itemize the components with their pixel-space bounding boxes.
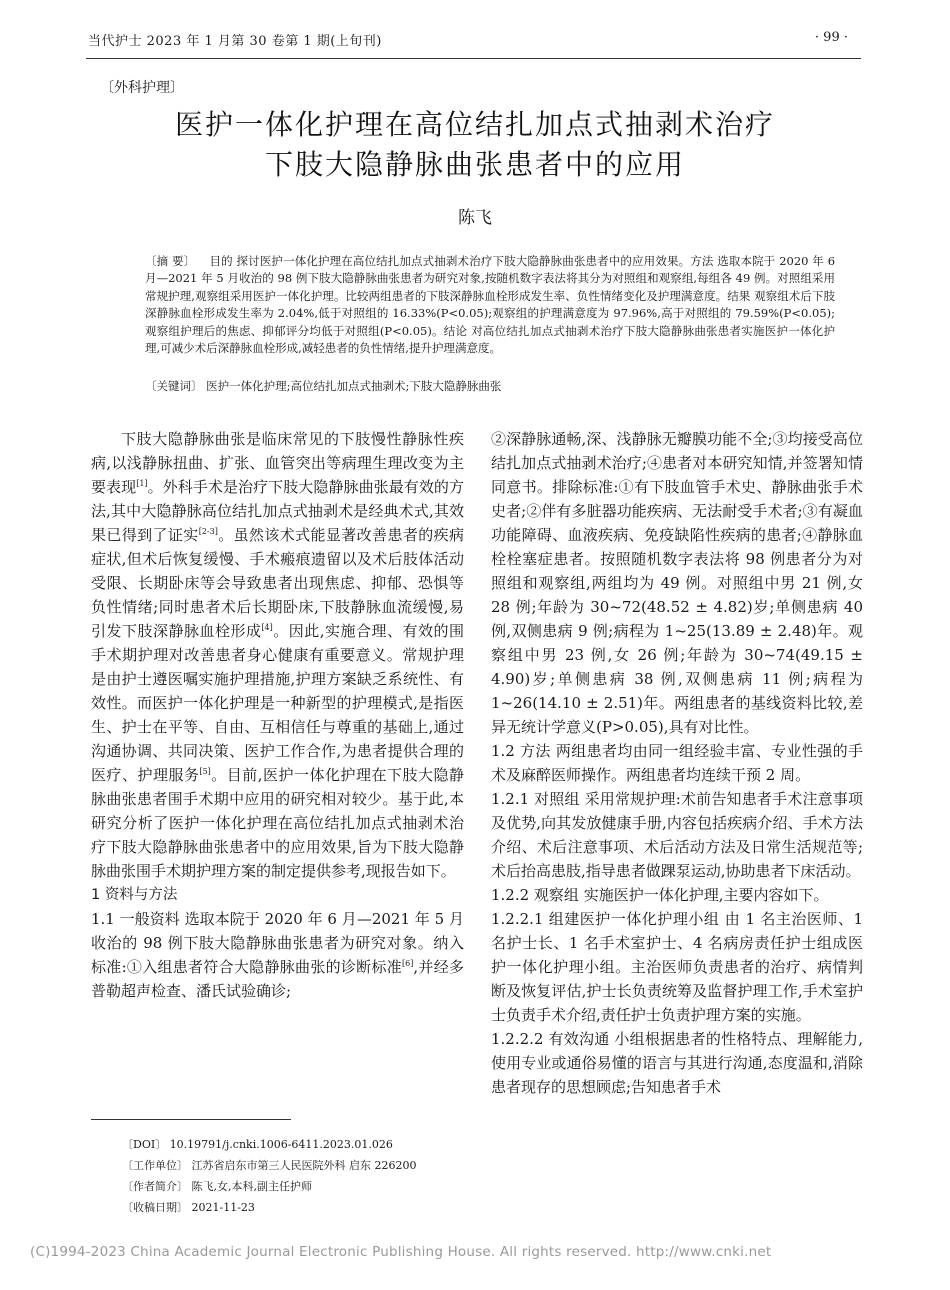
methods-paragraph: 1.2 方法 两组患者均由同一组经验丰富、专业性强的手术及麻醉医师操作。两组患者均连续干预 2 周。: [491, 742, 863, 784]
header-divider: [86, 58, 861, 59]
intro-text: 。目前,医护一体化护理在下肢大隐静脉曲张患者围手术期中应用的研究相对较少。基于此,本研究分析了医护一体化护理在高位结扎加点式抽剥术治疗下肢大隐静脉曲张患者中的应用效果,旨为下肢大隐静脉曲张围手术期护理方案的制定提供参考,现报告如下。: [91, 766, 464, 880]
section-heading: 1 资料与方法: [91, 887, 178, 903]
intro-paragraph: [91, 427, 464, 883]
footnote-doi: 〔DOI〕 10.19791/j.cnki.1006-6411.2023.01.026: [122, 1138, 393, 1151]
keywords: 〔关键词〕 医护一体化护理;高位结扎加点式抽剥术;下肢大隐静脉曲张: [145, 379, 502, 393]
footnote-divider: [91, 1119, 291, 1120]
citation: [1]: [136, 479, 148, 488]
footnote-text: 陈飞,女,本科,副主任护师: [191, 1180, 312, 1193]
right-column: [491, 427, 863, 1099]
citation: [6]: [402, 959, 414, 968]
footnote-label: 工作单位: [133, 1159, 177, 1172]
observation-group-paragraph: 1.2.2 观察组 实施医护一体化护理,主要内容如下。: [491, 886, 829, 904]
section-tag: 〔外科护理〕: [100, 80, 184, 96]
abstract-label: 摘 要: [156, 254, 184, 268]
copyright-watermark: (C)1994-2023 China Academic Journal Electronic Publishing House. All rights reserved. http://www.cnki.net: [30, 1244, 772, 1260]
intro-text: 下肢大隐静脉曲张是临床常见的下肢慢性静脉性疾病,以浅静脉扭曲、扩张、血管突出等病理生理改变为主要表现: [91, 430, 464, 496]
left-column: [91, 427, 464, 1003]
footnote-text: 江苏省启东市第三人民医院外科 启东 226200: [191, 1159, 417, 1172]
page-number: · 99 ·: [814, 30, 848, 45]
footnote-text: 2021-11-23: [191, 1201, 255, 1214]
abstract: 〔摘 要〕 目的 探讨医护一体化护理在高位结扎加点式抽剥术治疗下肢大隐静脉曲张患者中的应用效果。方法 选取本院于 2020 年 6 月—2021 年 5 月收治的 98 例下肢大隐静脉曲张患者为研究对象,按随机数字表法将其分为对照组和观察组,每组各 49 例。对照组采用常规护理,观察组采用医护一体化护理。比较两组患者的下肢深静脉血栓形成发生率、负性情绪变化及护理满意度。结果 观察组术后下肢深静脉血栓形成发生率为 2.04%,低于对照组的 16.33%(P<0.05);观察组的护理满意度为 97.96%,高于对照组的 79.59%(P<0.05);观察组护理后的焦虑、抑郁评分均低于对照组(P<0.05)。结论 对高位结扎加点式抽剥术治疗下肢大隐静脉曲张患者实施医护一体化护理,可减少术后深静脉血栓形成,减轻患者的负性情绪,提升护理满意度。: [145, 254, 836, 356]
criteria-paragraph: ②深静脉通畅,深、浅静脉无瓣膜功能不全;③均接受高位结扎加点式抽剥术治疗;④患者对本研究知情,并签署知情同意书。排除标准:①有下肢血管手术史、静脉曲张手术史者;②伴有多脏器功能疾病、无法耐受手术者;③有凝血功能障碍、血液疾病、免疫缺陷性疾病的患者;④静脉血栓栓塞症患者。按照随机数字表法将 98 例患者分为对照组和观察组,两组均为 49 例。对照组中男 21 例,女 28 例;年龄为 30~72(48.52 ± 4.82)岁;单侧患病 40 例,双侧患病 9 例;病程为 1~25(13.89 ± 2.48)年。观察组中男 23 例,女 26 例;年龄为 30~74(49.15 ± 4.90)岁;单侧患病 38 例,双侧患病 11 例;病程为 1~26(14.10 ± 2.51)年。两组患者的基线资料比较,差异无统计学意义(P>0.05),具有对比性。: [491, 430, 863, 736]
footnote-affiliation: 〔工作单位〕 江苏省启东市第三人民医院外科 启东 226200: [122, 1159, 417, 1172]
citation: [2-3]: [198, 527, 218, 536]
intro-text: 。外科手术是治疗下肢大隐静脉曲张最有效的方法,其中大隐静脉高位结扎加点式抽剥术是经典术式,其效果已得到了证实: [91, 478, 464, 544]
citation: [5]: [199, 767, 211, 776]
footnote-author-bio: 〔作者简介〕 陈飞,女,本科,副主任护师: [122, 1180, 312, 1193]
citation: [4]: [261, 623, 273, 632]
footnote-label: DOI: [133, 1138, 156, 1151]
title-line-1: 医护一体化护理在高位结扎加点式抽剥术治疗: [174, 108, 775, 141]
intro-text: 。因此,实施合理、有效的围手术期护理对改善患者身心健康有重要意义。常规护理是由护士遵医嘱实施护理措施,护理方案缺乏系统性、有效性。而医护一体化护理是一种新型的护理模式,是指医生、护士在平等、自由、互相信任与尊重的基础上,通过沟通协调、共同决策、医护工作合作,为患者提供合理的医疗、护理服务: [91, 622, 464, 784]
title-line-2: 下肢大隐静脉曲张患者中的应用: [264, 148, 685, 181]
team-paragraph: 1.2.2.1 组建医护一体化护理小组 由 1 名主治医师、1 名护士长、1 名手术室护士、4 名病房责任护士组成医护一体化护理小组。主治医师负责患者的治疗、病情判断及恢复评估,护士长负责统筹及监督护理工作,手术室护士负责手术介绍,责任护士负责护理方案的实施。: [491, 910, 863, 1024]
body-text: ,并经多普勒超声检查、潘氏试验确诊;: [91, 958, 464, 1000]
keywords-text: 医护一体化护理;高位结扎加点式抽剥术;下肢大隐静脉曲张: [206, 379, 502, 393]
author: 陈飞: [458, 208, 492, 228]
abstract-text: 目的 探讨医护一体化护理在高位结扎加点式抽剥术治疗下肢大隐静脉曲张患者中的应用效果。方法 选取本院于 2020 年 6 月—2021 年 5 月收治的 98 例下肢大隐静脉曲张患者为研究对象,按随机数字表法将其分为对照组和观察组,每组各 49 例。对照组采用常规护理,观察组采用医护一体化护理。比较两组患者的下肢深静脉血栓形成发生率、负性情绪变化及护理满意度。结果 观察组术后下肢深静脉血栓形成发生率为 2.04%,低于对照组的 16.33%(P<0.05);观察组的护理满意度为 97.96%,高于对照组的 79.59%(P<0.05);观察组护理后的焦虑、抑郁评分均低于对照组(P<0.05)。结论 对高位结扎加点式抽剥术治疗下肢大隐静脉曲张患者实施医护一体化护理,可减少术后深静脉血栓形成,减轻患者的负性情绪,提升护理满意度。: [145, 254, 836, 356]
footnote-received-date: 〔收稿日期〕 2021-11-23: [122, 1201, 255, 1214]
keywords-label: 关键词: [156, 379, 191, 393]
general-info-paragraph: [91, 907, 464, 1003]
footnote-text: 10.19791/j.cnki.1006-6411.2023.01.026: [169, 1138, 393, 1151]
section-tag-label: 外科护理: [114, 80, 170, 96]
intro-text: 。虽然该术式能显著改善患者的疾病症状,但术后恢复缓慢、手术瘢痕遗留以及术后肢体活动受限、长期卧床等会导致患者出现焦虑、抑郁、恐惧等负性情绪;同时患者术后长期卧床,下肢静脉血流缓慢,易引发下肢深静脉血栓形成: [91, 526, 464, 640]
body-text: 1.1 一般资料 选取本院于 2020 年 6 月—2021 年 5 月收治的 98 例下肢大隐静脉曲张患者为研究对象。纳入标准:①入组患者符合大隐静脉曲张的诊断标准: [91, 910, 464, 976]
control-group-paragraph: 1.2.1 对照组 采用常规护理:术前告知患者手术注意事项及优势,向其发放健康手册,内容包括疾病介绍、手术方法介绍、术后注意事项、术后活动方法及日常生活规范等;术后抬高患肢,指导患者做踝泵运动,协助患者下床活动。: [491, 790, 863, 880]
communication-paragraph: 1.2.2.2 有效沟通 小组根据患者的性格特点、理解能力,使用专业或通俗易懂的语言与其进行沟通,态度温和,消除患者现存的思想顾虑;告知患者手术: [491, 1030, 863, 1096]
journal-header: 当代护士 2023 年 1 月第 30 卷第 1 期(上旬刊): [88, 34, 382, 49]
footnote-label: 作者简介: [133, 1180, 177, 1193]
footnotes: [122, 1134, 416, 1218]
footnote-label: 收稿日期: [133, 1201, 177, 1214]
